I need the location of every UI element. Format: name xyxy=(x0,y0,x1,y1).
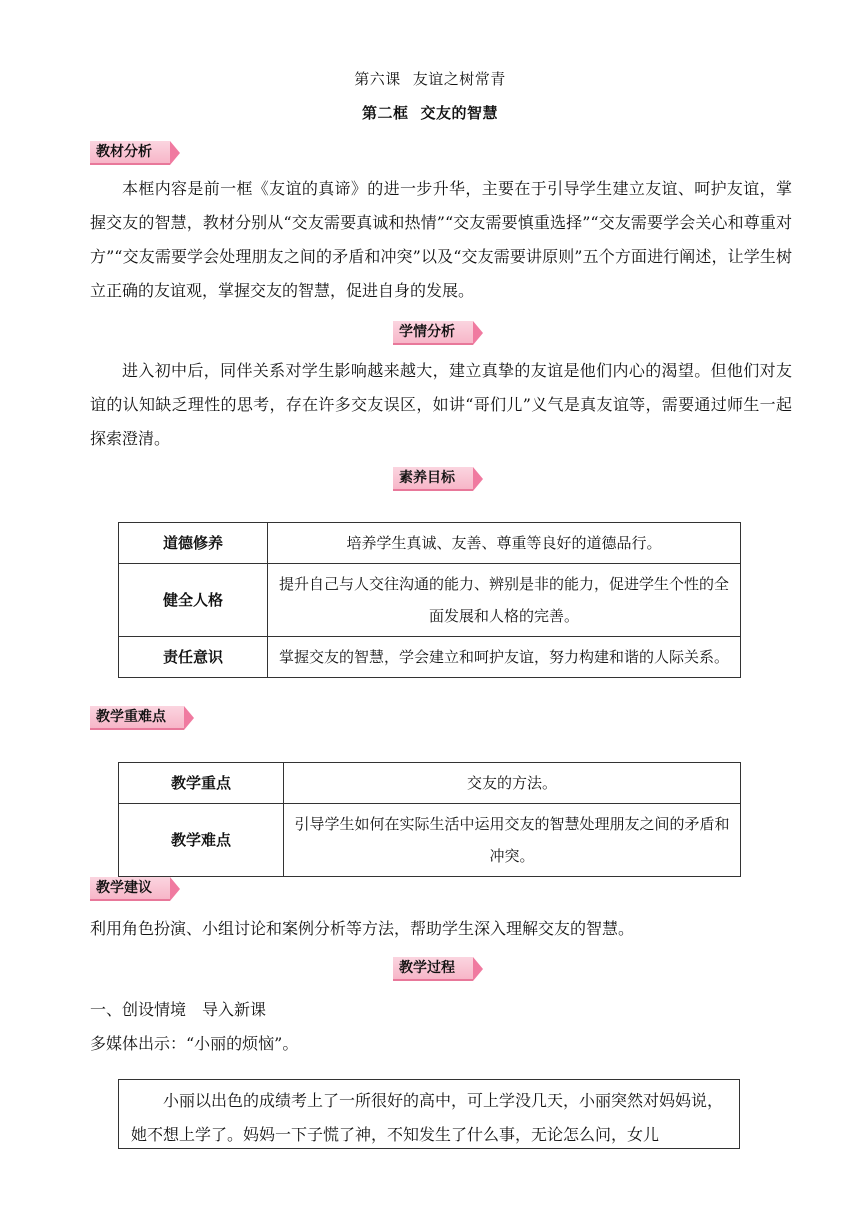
process-step-1: 一、创设情境 导入新课 xyxy=(90,1000,267,1019)
tag-goals: 素养目标 xyxy=(393,467,473,491)
tag-process: 教学过程 xyxy=(393,957,473,981)
goals-table xyxy=(118,522,741,678)
suggestion-text: 利用角色扮演、小组讨论和案例分析等方法，帮助学生深入理解交友的智慧。 xyxy=(90,919,635,938)
tag-key-points: 教学重难点 xyxy=(90,706,184,730)
tag-suggestion: 教学建议 xyxy=(90,877,170,901)
section-name: 交友的智慧 xyxy=(420,104,499,122)
key-label: 教学重点 xyxy=(119,763,284,804)
table-row xyxy=(119,637,741,678)
lesson-title xyxy=(0,68,860,89)
goals-label: 道德修养 xyxy=(119,523,268,564)
goals-label: 责任意识 xyxy=(119,637,268,678)
table-row xyxy=(119,763,741,804)
table-row xyxy=(119,804,741,877)
table-row xyxy=(119,523,741,564)
textbook-analysis-text: 本框内容是前一框《友谊的真谛》的进一步升华，主要在于引导学生建立友谊、呵护友谊，掌握交友的智慧，教材分别从“交友需要真诚和热情”“交友需要慎重选择”“交友需要学会关心和尊重对方”“交友需要学会处理朋友之间的矛盾和冲突”以及“交友需要讲原则”五个方面进行阐述，让学生树立正确的友谊观，掌握交友的智慧，促进自身的发展。 xyxy=(90,179,792,300)
goals-label: 健全人格 xyxy=(119,564,268,637)
goals-content: 掌握交友的智慧，学会建立和呵护友谊，努力构建和谐的人际关系。 xyxy=(268,637,741,678)
key-label: 教学难点 xyxy=(119,804,284,877)
section-number: 第二框 xyxy=(361,104,409,122)
goals-content: 提升自己与人交往沟通的能力、辨别是非的能力，促进学生个性的全面发展和人格的完善。 xyxy=(268,564,741,637)
goals-content: 培养学生真诚、友善、尊重等良好的道德品行。 xyxy=(268,523,741,564)
story-box: 小丽以出色的成绩考上了一所很好的高中，可上学没几天，小丽突然对妈妈说，她不想上学了。妈妈一下子慌了神，不知发生了什么事，无论怎么问，女儿 xyxy=(118,1079,740,1149)
lesson-number: 第六课 xyxy=(354,70,401,88)
key-content: 交友的方法。 xyxy=(284,763,741,804)
key-points-table xyxy=(118,762,741,877)
tag-textbook-analysis: 教材分析 xyxy=(90,141,170,165)
lesson-name: 友谊之树常青 xyxy=(412,70,506,88)
tag-student-analysis: 学情分析 xyxy=(393,321,473,345)
key-content: 引导学生如何在实际生活中运用交友的智慧处理朋友之间的矛盾和冲突。 xyxy=(284,804,741,877)
student-analysis-text: 进入初中后，同伴关系对学生影响越来越大，建立真挚的友谊是他们内心的渴望。但他们对友谊的认知缺乏理性的思考，存在许多交友误区，如讲“哥们儿”义气是真友谊等，需要通过师生一起探索澄清。 xyxy=(90,361,792,448)
process-media: 多媒体出示：“小丽的烦恼”。 xyxy=(90,1034,299,1053)
section-title xyxy=(0,102,860,123)
table-row xyxy=(119,564,741,637)
